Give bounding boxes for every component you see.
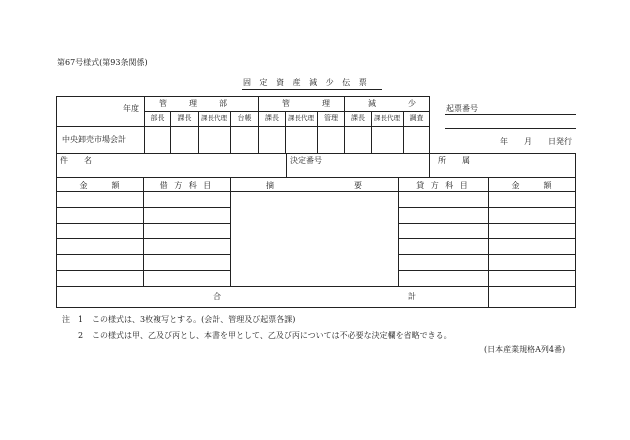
info-divider-2: [429, 153, 430, 177]
decision-number-label: 決定番号: [290, 156, 322, 165]
column-header-bottom: [56, 191, 576, 192]
issue-date-top-line: [445, 128, 576, 129]
amount-left-header: 金 額: [79, 181, 120, 190]
ledger-row-line-left: [56, 270, 230, 271]
slip-number-label: 起票番号: [446, 104, 478, 113]
upper-top-border: [56, 96, 429, 97]
ledger-divider-4: [488, 177, 489, 307]
note-number: 2: [78, 331, 84, 340]
role-label: 課長: [177, 114, 192, 122]
ledger-row-line-left: [56, 223, 230, 224]
total-row-top: [56, 286, 576, 287]
ledger-row-line-left: [56, 207, 230, 208]
ledger-row-line-right: [398, 254, 576, 255]
role-label: 管理: [324, 114, 338, 122]
ledger-row-line-right: [398, 223, 576, 224]
fiscal-year-label: 年度: [123, 104, 139, 113]
summary-header: 摘 要: [266, 181, 362, 190]
accounting-label: 中央卸売市場会計: [62, 135, 126, 144]
form-number: 第67号様式(第93条関係): [57, 58, 148, 67]
credit-account-header: 貸 方 科 目: [416, 181, 470, 190]
upper-bottom-border: [56, 153, 576, 154]
note-number: 1: [78, 315, 84, 324]
role-label: 台帳: [237, 114, 252, 122]
group-label-genshou: 減少: [368, 99, 448, 108]
role-label: 課長: [265, 114, 279, 122]
ledger-divider-2: [230, 177, 231, 286]
department-label: 所 属: [438, 156, 470, 165]
ledger-row-line-right: [398, 238, 576, 239]
form-title: 固 定 資 産 減 少 伝 票: [243, 78, 370, 87]
upper-left-border: [56, 96, 57, 153]
info-bottom-border: [56, 177, 576, 178]
role-divider: [56, 126, 429, 127]
ledger-row-line-right: [398, 270, 576, 271]
ledger-row-line-left: [56, 238, 230, 239]
item-name-label: 件 名: [60, 156, 92, 165]
role-label: 課長代理: [201, 114, 227, 122]
total-label-right: 計: [408, 292, 416, 301]
total-label-left: 合: [213, 292, 221, 301]
info-divider-1: [286, 153, 287, 177]
note-text: この様式は、3枚複写とする。(会計、管理及び起票各課): [92, 315, 296, 324]
group-divider: [144, 111, 429, 112]
role-label: 部長: [150, 114, 165, 122]
role-label: 課長: [351, 114, 365, 122]
issue-date-label: 年 月 日発行: [500, 137, 572, 146]
ledger-row-line-left: [56, 254, 230, 255]
note-text: この様式は甲、乙及び丙とし、本書を甲として、乙及び丙については不必要な決定欄を省略できる。: [92, 331, 452, 340]
slip-number-line[interactable]: [445, 114, 576, 115]
amount-right-header: 金 額: [511, 181, 552, 190]
group-label-kanri: 管理: [282, 99, 362, 108]
note-prefix: 注: [62, 315, 70, 324]
role-label: 課長代理: [374, 114, 400, 122]
role-label: 調査: [409, 114, 424, 122]
group-label-kanri-bu: 管理部: [159, 99, 249, 108]
role-label: 課長代理: [288, 114, 314, 122]
ledger-row-line-right: [398, 207, 576, 208]
year-divider: [144, 96, 145, 153]
title-underline: [242, 89, 382, 90]
paper-standard: (日本産業規格A列4番): [484, 345, 566, 354]
debit-account-header: 借 方 科 目: [159, 181, 214, 190]
table-bottom-border: [56, 307, 576, 308]
